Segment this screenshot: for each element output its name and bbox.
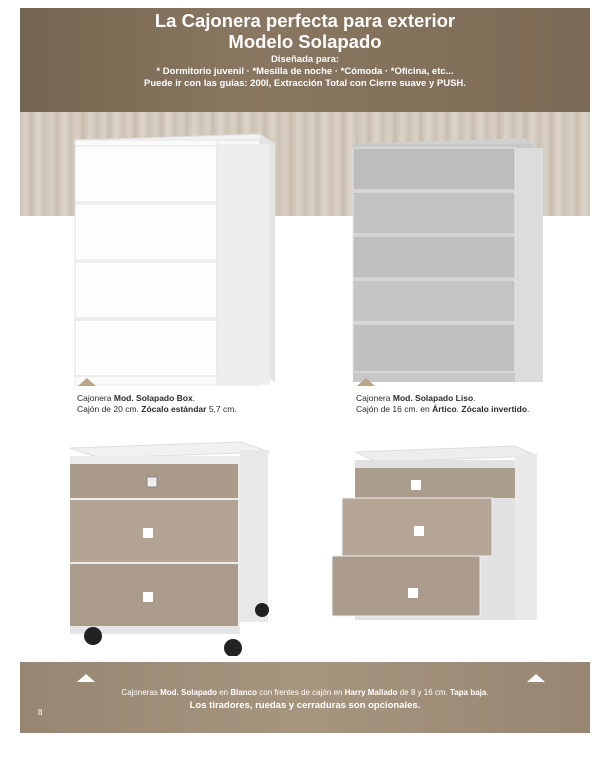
triangle-marker-icon <box>78 378 96 386</box>
triangle-marker-icon <box>357 378 375 386</box>
triangle-marker-icon <box>527 674 545 682</box>
footer-banner <box>20 662 590 733</box>
footer-description: Cajoneras Mod. Solapado en Blanco con frentes de cajón en Harry Mallado de 8 y 16 cm. Tapa baja. <box>121 688 489 697</box>
product-image-wood-chest-open <box>330 440 545 630</box>
uses-list: * Dormitorio juvenil · *Mesilla de noche · *Cómoda · *Oficina, etc... <box>156 66 454 77</box>
guides-text: Puede ir con las guías: 200I, Extracción Total con Cierre suave y PUSH. <box>144 78 466 89</box>
triangle-marker-icon <box>77 674 95 682</box>
page-number: 8 <box>38 708 43 717</box>
designed-for-label: Diseñada para: <box>270 54 340 65</box>
header-banner <box>20 8 590 112</box>
footer-options-note: Los tiradores, ruedas y cerraduras son opcionales. <box>189 700 421 711</box>
catalog-page <box>20 8 590 733</box>
product-image-wood-chest-castors <box>65 436 280 656</box>
title-line-2: Modelo Solapado <box>228 31 382 52</box>
product-caption-liso: Cajonera Mod. Solapado Liso. Cajón de 16 cm. en Ártico. Zócalo invertido. <box>356 393 530 414</box>
product-caption-box: Cajonera Mod. Solapado Box. Cajón de 20 cm. Zócalo estándar 5,7 cm. <box>77 393 237 414</box>
product-image-white-chest <box>70 120 280 390</box>
product-image-silver-chest <box>345 126 545 386</box>
page-title <box>20 10 590 52</box>
title-line-1: La Cajonera perfecta para exterior <box>154 10 456 31</box>
